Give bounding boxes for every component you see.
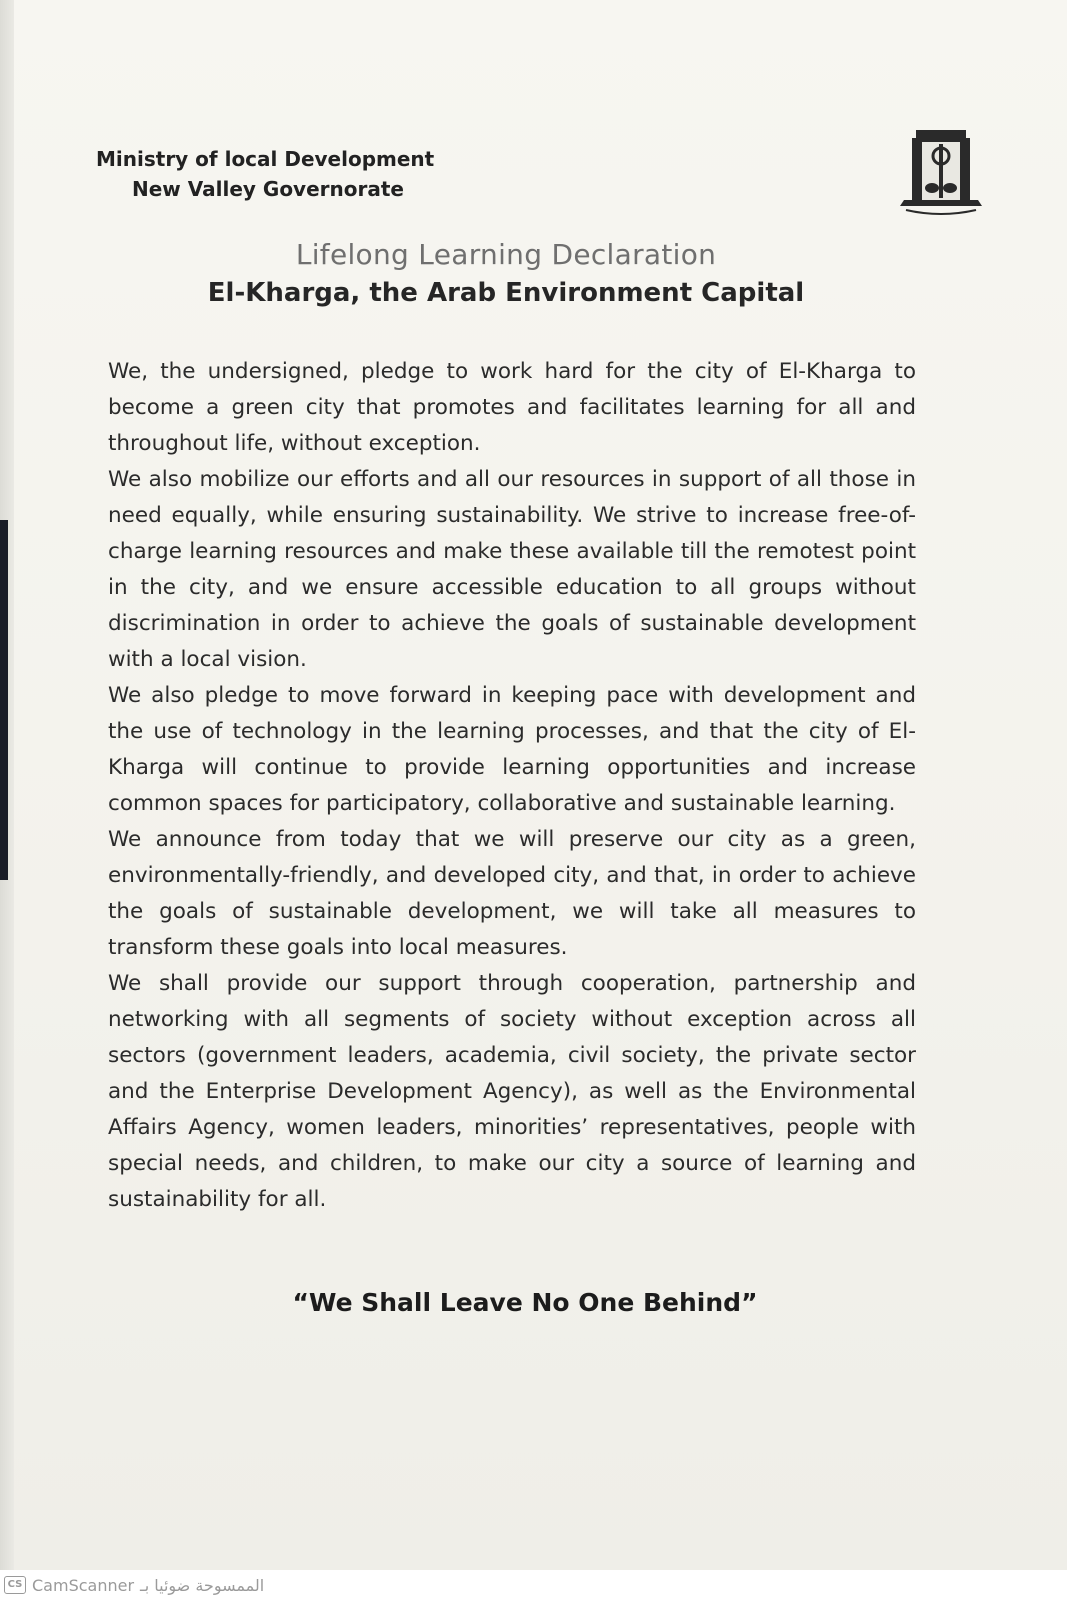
paragraph-resources: We also mobilize our efforts and all our resources in support of all those in need equally, while ensuring sustainability. We strive to increase free-of-charge learning resources and make these available till the remotest point in the city, and we ensure accessible education to all groups without discrimination in order to achieve the goals of sustainable development with a local vision. xyxy=(108,467,916,672)
watermark-text: CamScanner xyxy=(32,1575,135,1595)
left-edge-shadow xyxy=(0,520,8,880)
declaration-body xyxy=(108,354,916,1218)
camscanner-logo-icon: CS xyxy=(4,1576,26,1594)
document-subtitle: El-Kharga, the Arab Environment Capital xyxy=(207,278,805,308)
paragraph-green-city: We announce from today that we will preserve our city as a green, environmentally-friendly, and developed city, and that, in order to achieve the goals of sustainable development, we will take all measures to transform these goals into local measures. xyxy=(108,827,916,960)
paragraph-cooperation: We shall provide our support through cooperation, partnership and networking with all segments of society without exception across all sectors (government leaders, academia, civil society, the private sector and the Enterprise Development Agency), as well as the Environmental Affairs Agency, women leaders, minorities’ representatives, people with special needs, and children, to make our city a source of learning and sustainability for all. xyxy=(108,971,916,1212)
document-title: Lifelong Learning Declaration xyxy=(295,238,717,271)
governorate-name: New Valley Governorate xyxy=(132,177,404,201)
motto: “We Shall Leave No One Behind” xyxy=(292,1288,758,1317)
document-header xyxy=(96,144,436,204)
paragraph-pledge: We, the undersigned, pledge to work hard for the city of El-Kharga to become a green city that promotes and facilitates learning for all and throughout life, without exception. xyxy=(108,359,916,456)
governorate-emblem-icon xyxy=(898,126,984,222)
scanner-watermark xyxy=(4,1574,264,1596)
ministry-name: Ministry of local Development xyxy=(96,147,435,171)
paragraph-technology: We also pledge to move forward in keeping pace with development and the use of technology in the learning processes, and that the city of El-Kharga will continue to provide learning opportunities and increase common spaces for participatory, collaborative and sustainable learning. xyxy=(108,683,916,816)
watermark-arabic-text: الممسوحة ضوئيا بـ xyxy=(140,1575,265,1595)
